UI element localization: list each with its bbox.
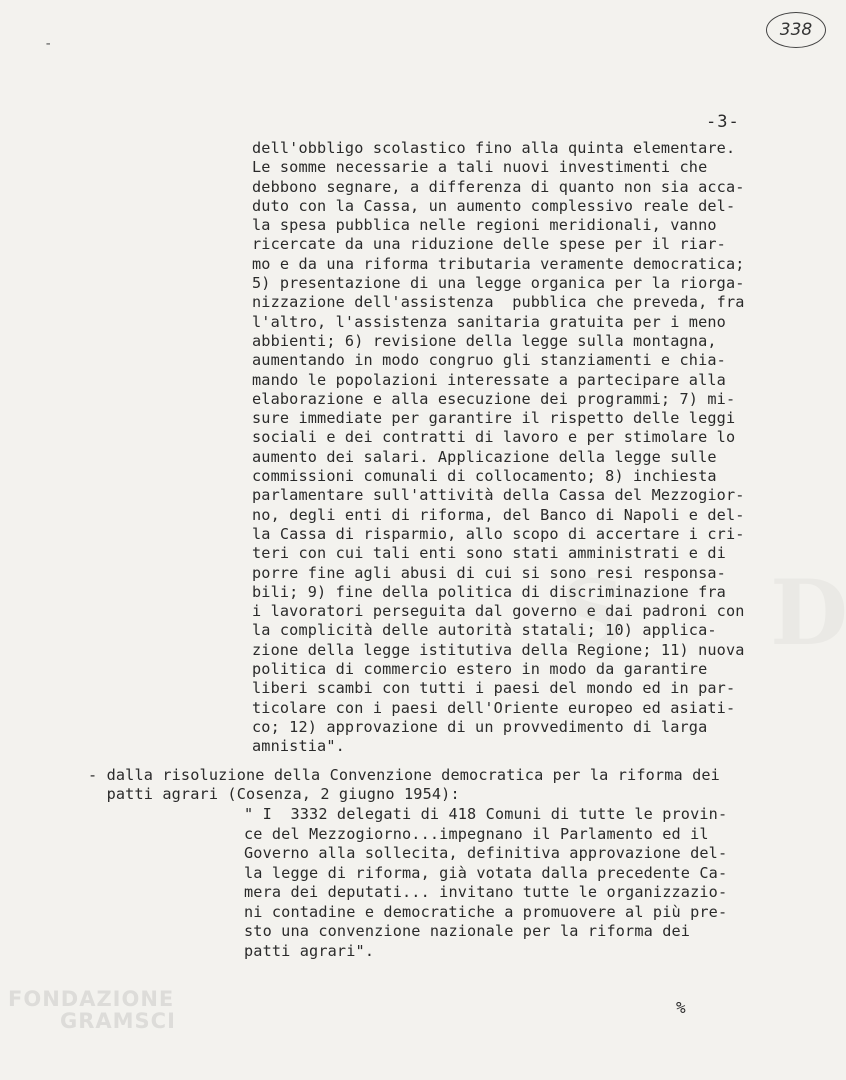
text-line: Governo alla sollecita, definitiva approvazione del- [244, 844, 728, 862]
background-bleedthrough [770, 560, 846, 666]
text-line: l'altro, l'assistenza sanitaria gratuita per i meno [252, 312, 726, 331]
text-line: " I 3332 delegati di 418 Comuni di tutte le provin- [244, 805, 728, 823]
text-line: amnistia". [252, 737, 345, 756]
text-line: parlamentare sull'attività della Cassa del Mezzogior- [252, 486, 745, 505]
text-line: porre fine agli abusi di cui si sono resi responsa- [252, 563, 726, 582]
text-line: dell'obbligo scolastico fino alla quinta elementare. [252, 139, 736, 157]
text-line: ni contadine e democratiche a promuovere al più pre- [244, 902, 728, 921]
text-line: ticolare con i paesi dell'Oriente europeo ed asiati- [252, 698, 736, 717]
text-line: aumentando in modo congruo gli stanziamenti e chia- [252, 351, 726, 370]
text-line: - dalla risoluzione della Convenzione democratica per la riforma dei [88, 766, 720, 784]
footer-mark: % [676, 998, 686, 1017]
text-line: patti agrari (Cosenza, 2 giugno 1954): [88, 785, 460, 804]
page-number: -3- [706, 112, 740, 132]
text-line: ricercate da una riduzione delle spese per il riar- [252, 235, 726, 254]
text-line: aumento dei salari. Applicazione della legge sulle [252, 447, 717, 466]
text-line: la Cassa di risparmio, allo scopo di accertare i cri- [252, 524, 745, 543]
text-line: abbienti; 6) revisione della legge sulla montagna, [252, 331, 717, 350]
text-line: mo e da una riforma tributaria veramente democratica; [252, 254, 745, 273]
text-line: no, degli enti di riforma, del Banco di Napoli e del- [252, 505, 745, 524]
text-line: la spesa pubblica nelle regioni meridionali, vanno [252, 216, 717, 235]
text-line: Le somme necessarie a tali nuovi investimenti che [252, 158, 708, 177]
resolution-quote [244, 805, 784, 961]
text-line: liberi scambi con tutti i paesi del mondo ed in par- [252, 679, 736, 698]
text-line: elaborazione e alla esecuzione dei programmi; 7) mi- [252, 389, 736, 408]
watermark-line: GRAMSCI [60, 1009, 176, 1033]
text-line: teri con cui tali enti sono stati amministrati e di [252, 544, 726, 563]
text-line: co; 12) approvazione di un provvedimento di larga [252, 717, 708, 736]
text-line: mando le popolazioni interessate a partecipare alla [252, 370, 726, 389]
text-line: sociali e dei contratti di lavoro e per stimolare lo [252, 428, 736, 447]
text-line: nizzazione dell'assistenza pubblica che preveda, fra [252, 293, 745, 312]
text-line: commissioni comunali di collocamento; 8) inchiesta [252, 467, 717, 486]
text-line: mera dei deputati... invitano tutte le organizzazio- [244, 883, 728, 901]
text-line: sure immediate per garantire il rispetto delle leggi [252, 409, 736, 428]
text-line: sto una convenzione nazionale per la riforma dei [244, 922, 691, 940]
text-line: bili; 9) fine della politica di discriminazione fra [252, 582, 726, 601]
text-line: i lavoratori perseguita dal governo e dai padroni con [252, 602, 745, 621]
text-line: ce del Mezzogiorno...impegnano il Parlamento ed il [244, 824, 709, 843]
fondazione-gramsci-watermark [8, 988, 176, 1032]
corner-mark: - [44, 36, 53, 52]
resolution-heading [88, 766, 778, 805]
text-line: zione della legge istitutiva della Regione; 11) nuova [252, 640, 745, 659]
archive-number-stamp: 338 [766, 12, 826, 48]
text-line: debbono segnare, a differenza di quanto non sia acca- [252, 177, 745, 196]
text-line: patti agrari". [244, 941, 375, 960]
main-paragraph [252, 139, 772, 757]
text-line: la complicità delle autorità statali; 10) applica- [252, 621, 717, 640]
watermark-line: FONDAZIONE [8, 987, 175, 1011]
text-line: 5) presentazione di una legge organica per la riorga- [252, 274, 745, 293]
text-line: la legge di riforma, già votata dalla precedente Ca- [244, 863, 728, 882]
text-line: duto con la Cassa, un aumento complessivo reale del- [252, 196, 736, 215]
text-line: politica di commercio estero in modo da garantire [252, 660, 708, 679]
